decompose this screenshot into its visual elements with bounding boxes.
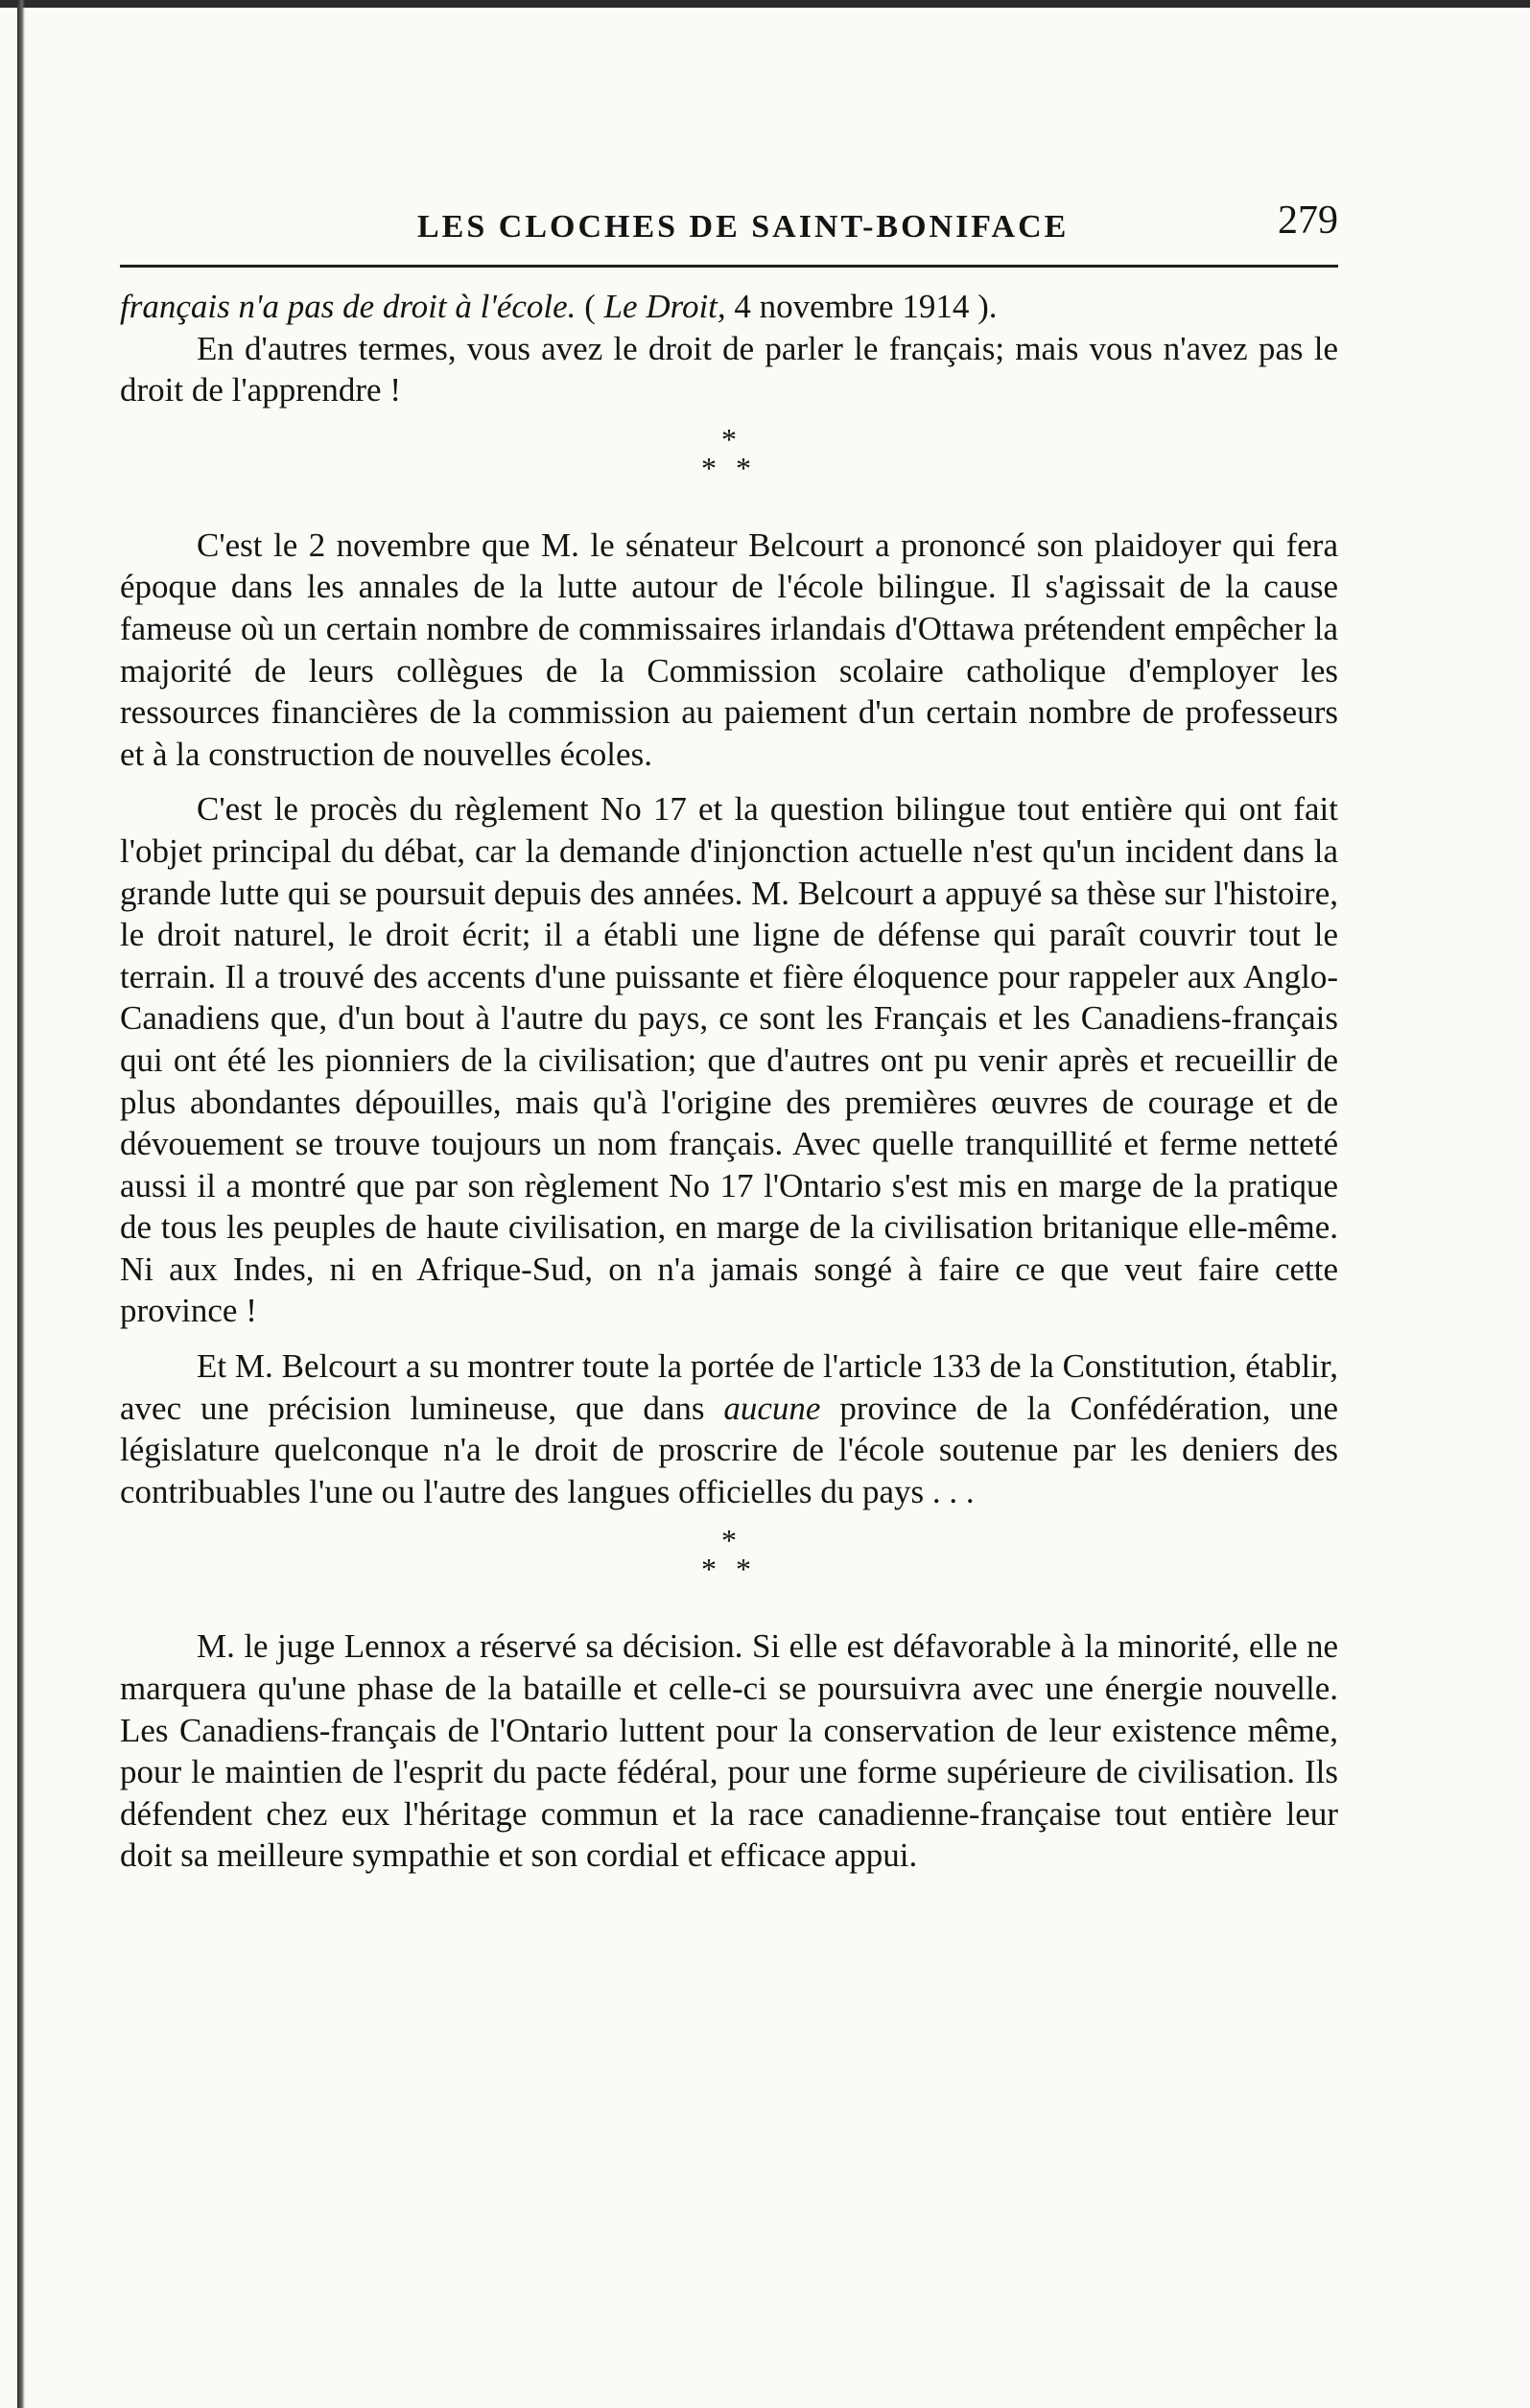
quote-line (120, 286, 1338, 328)
page-number: 279 (1278, 199, 1338, 243)
paragraph-2: C'est le 2 novembre que M. le sénateur Belcourt a prononcé son plaidoyer qui fera époque dans les annales de la lutte autour de l'école bilingue. Il s'agissait de la cause fameuse où un certain nombre de commissaires irlandais d'Ottawa prétendent empêcher la majorité de leurs collègues de la Commission scolaire catholique d'employer les ressources financières de la commission au paiement d'un certain nombre de professeurs et à la construction de nouvelles écoles. (120, 526, 1338, 773)
asterism-top: * (721, 421, 737, 456)
paragraph-4-italic: aucune (723, 1389, 821, 1427)
scan-top-edge (0, 0, 1530, 8)
quote-open: ( (576, 288, 604, 325)
paragraph-3: C'est le procès du règlement No 17 et la question bilingue tout entière qui ont fait l'objet principal du débat, car la demande d'injonction actuelle n'est qu'un incident dans la grande lutte qui se poursuit depuis des années. M. Belcourt a appuyé sa thèse sur l'histoire, le droit naturel, le droit écrit; il a établi une ligne de défense qui paraît couvrir tout le terrain. Il a trouvé des accents d'une puissante et fière éloquence pour rappeler aux Anglo-Canadiens que, d'un bout à l'autre du pays, ce sont les Français et les Canadiens-français qui ont été les pionniers de la civilisation; que d'autres ont pu venir après et recueillir de plus abondantes dépouilles, mais qu'à l'origine des premières œuvres de courage et de dévouement se trouve toujours un nom français. Avec quelle tranquillité et ferme netteté aussi il a montré que par son règlement No 17 l'Ontario s'est mis en marge de la pratique de tous les peuples de haute civilisation, en marge de la civilisation britanique elle-même. Ni aux Indes, ni en Afrique-Sud, on n'a jamais songé à faire ce que veut faire cette province ! (120, 790, 1338, 1330)
header-rule (120, 265, 1338, 268)
asterism-divider (120, 421, 1338, 485)
paragraph-4 (120, 1345, 1338, 1512)
asterism-bottom: * * (701, 450, 757, 485)
paragraph-4-before: Et M. Belcourt a su montrer toute la portée de l'article 133 de la Constitution, établir, avec une précision lumineuse, que dans (120, 1347, 1338, 1427)
quote-italic: français n'a pas de droit à l'école. (120, 288, 577, 325)
asterism-divider-2 (120, 1523, 1338, 1587)
running-title: LES CLOCHES DE SAINT-BONIFACE (417, 209, 1070, 245)
quote-source: Le Droit, (603, 288, 726, 325)
page-header (125, 192, 1338, 269)
body-text (120, 286, 1338, 1877)
scan-binding-edge (17, 0, 25, 2408)
asterism-2-top: * (721, 1523, 737, 1558)
paragraph-5: M. le juge Lennox a réservé sa décision. Si elle est défavorable à la minorité, elle ne marquera qu'une phase de la bataille et celle-ci se poursuivra avec une énergie nouvelle. Les Canadiens-français de l'Ontario luttent pour la conservation de leur existence même, pour le maintien de l'esprit du pacte fédéral, pour une forme supérieure de civilisation. Ils défendent chez eux l'héritage commun et la race canadienne-française tout entière leur doit sa meilleure sympathie et son cordial et efficace appui. (120, 1627, 1338, 1875)
paragraph-1: En d'autres termes, vous avez le droit de parler le français; mais vous n'avez pas le droit de l'apprendre ! (120, 329, 1338, 409)
paragraph-4-after: province de la Confédération, une législature quelconque n'a le droit de proscrire de l'école soutenue par les deniers des contribuables l'une ou l'autre des langues officielles du pays . . . (120, 1389, 1338, 1510)
quote-date: 4 novembre 1914 ). (725, 288, 998, 325)
asterism-2-bottom: * * (701, 1552, 757, 1587)
